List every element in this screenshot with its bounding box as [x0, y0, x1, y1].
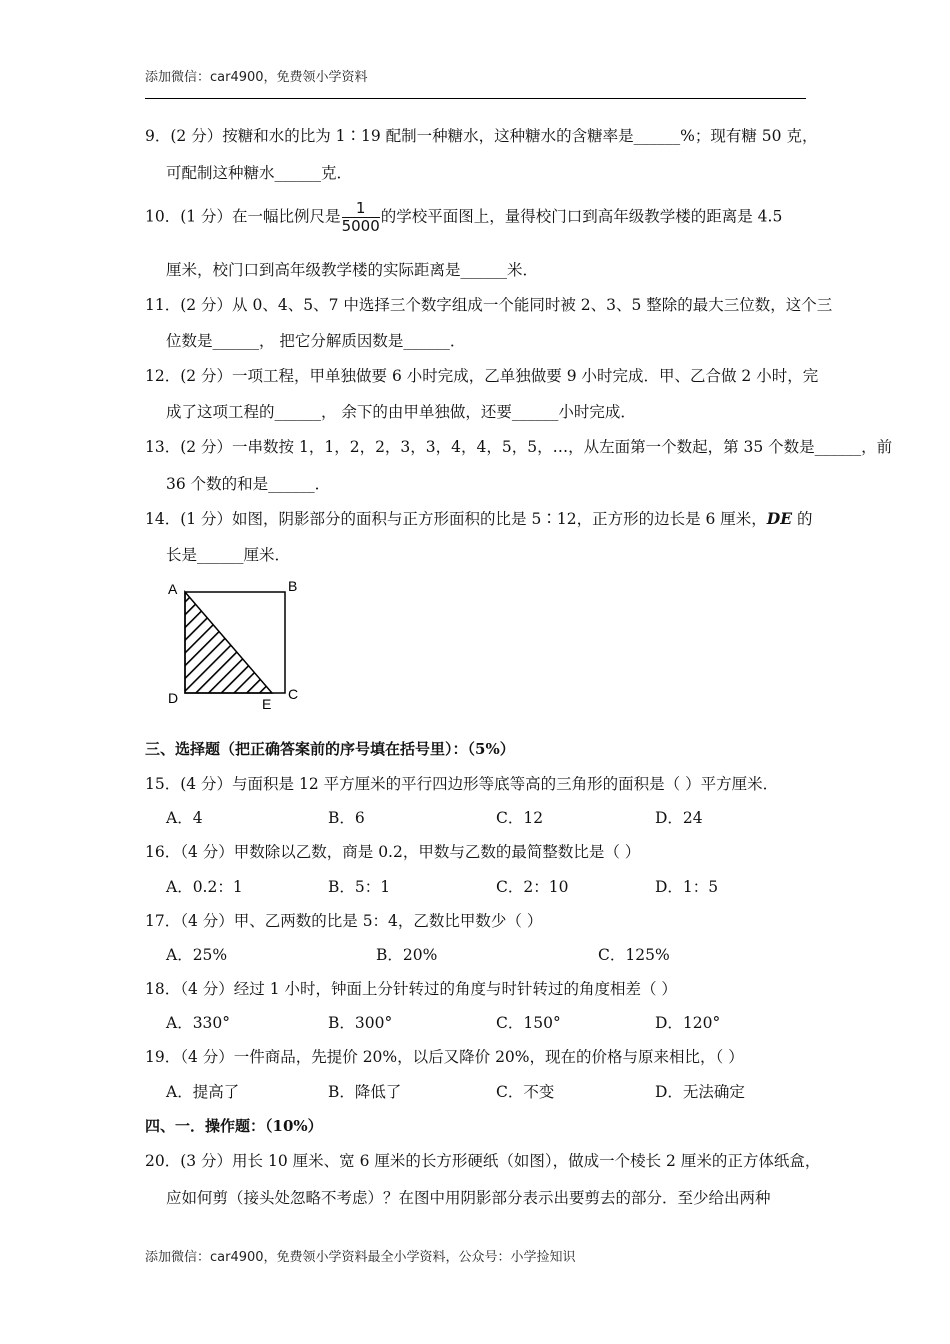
question-17-stem: 17．（4 分）甲、乙两数的比是 5：4，乙数比甲数少（ ） [145, 912, 543, 930]
question-12-line-1: 12．(2 分）一项工程，甲单独做要 6 小时完成，乙单独做要 9 小时完成．甲、乙合做 2 小时，完 [145, 367, 819, 385]
question-13-line-2: 36 个数的和是______． [166, 475, 331, 493]
question-15-option-c: C．12 [496, 809, 544, 827]
question-18-option-b: B．300° [328, 1014, 393, 1032]
question-16-option-c: C．2：10 [496, 878, 569, 896]
question-11-line-2: 位数是______， 把它分解质因数是______． [166, 332, 466, 350]
question-17-option-c: C．125% [598, 946, 670, 964]
question-17-option-a: A．25% [166, 946, 228, 964]
question-15-stem: 15．(4 分）与面积是 12 平方厘米的平行四边形等底等高的三角形的面积是（ ）平方厘米． [145, 775, 779, 793]
question-19-option-c: C．不变 [496, 1083, 555, 1101]
question-14-text: 14．(1 分）如图，阴影部分的面积与正方形面积的比是 5∶12，正方形的边长是 6 厘米， [145, 510, 767, 528]
page-header: 添加微信：car4900，免费领小学资料 [145, 70, 368, 85]
page-footer: 添加微信：car4900，免费领小学资料最全小学资料，公众号：小学捡知识 [145, 1250, 576, 1265]
question-16-option-a: A．0.2：1 [166, 878, 243, 896]
question-18-option-c: C．150° [496, 1014, 561, 1032]
question-20-line-1: 20．(3 分）用长 10 厘米、宽 6 厘米的长方形硬纸（如图），做成一个棱长 2 厘米的正方体纸盒， [145, 1152, 821, 1170]
question-19-option-a: A．提高了 [166, 1083, 240, 1101]
scale-fraction-numerator: 1 [342, 200, 380, 218]
vertex-label-d: D [168, 690, 179, 706]
question-18-option-a: A．330° [166, 1014, 231, 1032]
shaded-triangle [185, 592, 272, 693]
question-14-line-2: 长是______厘米． [166, 546, 291, 564]
vertex-label-a: A [168, 581, 178, 597]
question-9-line-2: 可配制这种糖水______克． [166, 164, 353, 182]
question-15-option-d: D．24 [655, 809, 703, 827]
question-18-stem: 18．（4 分）经过 1 小时，钟面上分针转过的角度与时针转过的角度相差（ ） [145, 980, 677, 998]
section-4-title: 四、一．操作题：（10%） [145, 1117, 323, 1135]
question-13-line-1: 13．(2 分）一串数按 1，1，2，2，3，3，4，4，5，5，…，从左面第一个数起，第 35 个数是______，前 [145, 438, 893, 456]
question-10-line-2: 厘米，校门口到高年级教学楼的实际距离是______米． [166, 261, 539, 279]
question-10-prefix: 10．(1 分）在一幅比例尺是 [145, 207, 341, 226]
vertex-label-b: B [288, 578, 298, 594]
question-20-line-2: 应如何剪（接头处忽略不考虑）？在图中用阴影部分表示出要剪去的部分．至少给出两种 [166, 1189, 771, 1207]
question-12-line-2: 成了这项工程的______， 余下的由甲单独做，还要______小时完成． [166, 403, 636, 421]
question-19-stem: 19．（4 分）一件商品，先提价 20%，以后又降价 20%，现在的价格与原来相比，（ ） [145, 1048, 744, 1066]
square-figure [160, 575, 320, 715]
question-16-option-b: B．5：1 [328, 878, 391, 896]
question-14-variable: DE [766, 509, 793, 528]
vertex-label-e: E [262, 696, 272, 712]
vertex-label-c: C [288, 686, 299, 702]
section-3-title: 三、选择题（把正确答案前的序号填在括号里）：（5%） [145, 740, 515, 758]
scale-fraction-denominator: 5000 [341, 217, 380, 235]
question-16-stem: 16．（4 分）甲数除以乙数，商是 0.2，甲数与乙数的最简整数比是（ ） [145, 843, 641, 861]
question-19-option-d: D．无法确定 [655, 1083, 745, 1101]
question-18-option-d: D．120° [655, 1014, 721, 1032]
question-9-line-1: 9．(2 分）按糖和水的比为 1∶19 配制一种糖水，这种糖水的含糖率是______%；现有糖 50 克， [145, 127, 818, 145]
question-17-option-b: B．20% [376, 946, 438, 964]
question-10-suffix: 的学校平面图上，量得校门口到高年级教学楼的距离是 4.5 [380, 207, 783, 226]
question-11-line-1: 11．(2 分）从 0、4、5、7 中选择三个数字组成一个能同时被 2、3、5 整除的最大三位数，这个三 [145, 296, 833, 314]
question-14-line-1 [145, 509, 813, 529]
question-15-option-b: B．6 [328, 809, 365, 827]
question-14-tail: 的 [792, 510, 813, 528]
scale-fraction [342, 200, 380, 235]
question-15-option-a: A．4 [166, 809, 203, 827]
question-10-line-1 [145, 200, 782, 235]
question-19-option-b: B．降低了 [328, 1083, 402, 1101]
header-divider [145, 98, 806, 99]
question-16-option-d: D．1：5 [655, 878, 719, 896]
